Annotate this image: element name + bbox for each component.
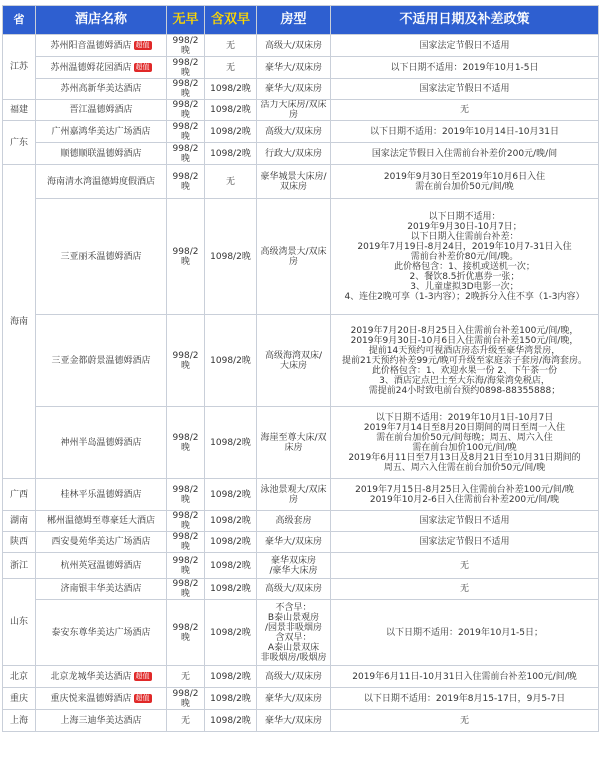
room-type-cell: 泳池景观大/双床房 (257, 479, 331, 511)
no-breakfast-price: 998/2晚 (167, 79, 205, 100)
province-cell: 重庆 (3, 688, 36, 710)
room-type-cell: 高级海湾双床/ 大床房 (257, 315, 331, 407)
table-row (3, 79, 599, 100)
room-type-cell: 高级湾景大/双床房 (257, 199, 331, 315)
policy-cell: 2019年9月30日至2019年10月6日入住 需在前台加价50元/间/晚 (331, 165, 599, 199)
no-breakfast-price: 998/2晚 (167, 35, 205, 57)
table-row (3, 199, 599, 315)
hotel-name-cell: 海南清水湾温德姆度假酒店 (36, 165, 167, 199)
table-row (3, 143, 599, 165)
policy-cell: 2019年7月20日-8月25日入住需前台补差100元/间/晚， 2019年9月30日-10月6日入住需前台补差150元/间/晚， 提前14天预约可视酒店房态升级至豪华湾景房， 提前21天预约补差99元/晚可升级至家庭亲子套房/海湾套房。 此价格包含：1、欢迎水果一份 2、下午茶一份 3、酒店定点巴士至大东海/海棠湾免税店， 需提前24小时致电前台预约0898-88355888； (331, 315, 599, 407)
no-breakfast-price: 998/2晚 (167, 479, 205, 511)
table-row (3, 553, 599, 579)
table-row (3, 315, 599, 407)
room-type-cell: 高级大/双床房 (257, 666, 331, 688)
no-breakfast-price: 998/2晚 (167, 165, 205, 199)
no-breakfast-price: 998/2晚 (167, 57, 205, 79)
hotel-name-cell: 广州嘉鸿华美达广场酒店 (36, 121, 167, 143)
double-breakfast-price: 1098/2晚 (205, 79, 257, 100)
policy-cell: 以下日期不适用：2019年8月15-17日，9月5-7日 (331, 688, 599, 710)
hotel-name-cell: 郴州温德姆至尊豪廷大酒店 (36, 511, 167, 532)
room-type-cell: 豪华双床房 /豪华大床房 (257, 553, 331, 579)
hotel-name-cell: 杭州英冠温德姆酒店 (36, 553, 167, 579)
no-breakfast-price: 无 (167, 666, 205, 688)
double-breakfast-price: 1098/2晚 (205, 710, 257, 732)
province-cell: 上海 (3, 710, 36, 732)
hotel-name-cell: 顺德顺联温德姆酒店 (36, 143, 167, 165)
no-breakfast-price: 998/2晚 (167, 553, 205, 579)
double-breakfast-price: 无 (205, 35, 257, 57)
hotel-name-cell: 神州半岛温德姆酒店 (36, 407, 167, 479)
table-row (3, 511, 599, 532)
header-policy: 不适用日期及补差政策 (331, 6, 599, 35)
table-row (3, 100, 599, 121)
room-type-cell: 高级套房 (257, 511, 331, 532)
hotel-name: 苏州阳音温德姆酒店 (50, 40, 132, 51)
room-type-cell: 行政大/双床房 (257, 143, 331, 165)
hotel-name: 重庆悦来温德姆酒店 (50, 693, 132, 704)
room-type-cell: 不含早： B泰山景观房 /园景非吸烟房 含双早： A泰山景双床 非吸烟房/吸烟房 (257, 600, 331, 666)
hotel-name: 北京龙城华美达酒店 (50, 671, 132, 682)
no-breakfast-price: 998/2晚 (167, 511, 205, 532)
value-badge: 超值 (135, 62, 150, 71)
table-header-row (3, 6, 599, 35)
value-badge: 超值 (135, 693, 150, 702)
header-double-breakfast: 含双早 (205, 6, 257, 35)
double-breakfast-price: 1098/2晚 (205, 315, 257, 407)
policy-cell: 无 (331, 553, 599, 579)
double-breakfast-price: 1098/2晚 (205, 121, 257, 143)
table-row (3, 600, 599, 666)
no-breakfast-price: 998/2晚 (167, 143, 205, 165)
double-breakfast-price: 无 (205, 57, 257, 79)
value-badge: 超值 (135, 671, 150, 680)
header-province: 省 (3, 6, 36, 35)
double-breakfast-price: 无 (205, 165, 257, 199)
policy-cell: 以下日期不适用： 2019年9月30日-10月7日； 以下日期入住需前台补差： 2019年7月19日-8月24日，2019年10月7-31日入住 需前台补差价80元/间/晚。 此价格包含：1、接机或送机一次； 2、餐饮8.5折优惠券一张； 3、儿童虚拟3D电影一次； 4、连住2晚可享（1-3内容）；2晚拆分入住不享（1-3内容） (331, 199, 599, 315)
province-cell: 山东 (3, 579, 36, 666)
policy-cell: 以下日期不适用：2019年10月1-5日 (331, 57, 599, 79)
table-row (3, 407, 599, 479)
header-hotel: 酒店名称 (36, 6, 167, 35)
table-row (3, 710, 599, 732)
policy-cell: 无 (331, 100, 599, 121)
value-badge: 超值 (135, 40, 150, 49)
province-cell: 湖南 (3, 511, 36, 532)
room-type-cell: 豪华大/双床房 (257, 57, 331, 79)
table-row (3, 165, 599, 199)
double-breakfast-price: 1098/2晚 (205, 532, 257, 553)
double-breakfast-price: 1098/2晚 (205, 579, 257, 600)
province-cell: 陕西 (3, 532, 36, 553)
policy-cell: 国家法定节假日不适用 (331, 79, 599, 100)
header-no-breakfast: 无早 (167, 6, 205, 35)
table-row (3, 479, 599, 511)
hotel-price-table (2, 5, 599, 732)
hotel-name-cell: 三亚金都蔚景温德姆酒店 (36, 315, 167, 407)
policy-cell: 无 (331, 579, 599, 600)
room-type-cell: 高级大/双床房 (257, 121, 331, 143)
policy-cell: 国家法定节假日不适用 (331, 511, 599, 532)
double-breakfast-price: 1098/2晚 (205, 688, 257, 710)
hotel-name-cell (36, 688, 167, 710)
double-breakfast-price: 1098/2晚 (205, 199, 257, 315)
hotel-name-cell: 苏州高新华美达酒店 (36, 79, 167, 100)
province-cell: 福建 (3, 100, 36, 121)
hotel-name: 苏州温德姆花园酒店 (50, 62, 132, 73)
no-breakfast-price: 998/2晚 (167, 600, 205, 666)
double-breakfast-price: 1098/2晚 (205, 407, 257, 479)
hotel-name-cell (36, 35, 167, 57)
hotel-name-cell: 泰安东尊华美达广场酒店 (36, 600, 167, 666)
room-type-cell: 海崖至尊大床/双床房 (257, 407, 331, 479)
hotel-name-cell: 济南银丰华美达酒店 (36, 579, 167, 600)
policy-cell: 以下日期不适用：2019年10月1-5日； (331, 600, 599, 666)
no-breakfast-price: 998/2晚 (167, 532, 205, 553)
table-row (3, 121, 599, 143)
table-row (3, 579, 599, 600)
hotel-name-cell: 西安曼苑华美达广场酒店 (36, 532, 167, 553)
policy-cell: 国家法定节假日不适用 (331, 532, 599, 553)
province-cell: 浙江 (3, 553, 36, 579)
table-row (3, 532, 599, 553)
table-row (3, 57, 599, 79)
no-breakfast-price: 998/2晚 (167, 315, 205, 407)
room-type-cell: 活力大床房/双床房 (257, 100, 331, 121)
double-breakfast-price: 1098/2晚 (205, 100, 257, 121)
room-type-cell: 高级大/双床房 (257, 35, 331, 57)
policy-cell: 以下日期不适用：2019年10月14日-10月31日 (331, 121, 599, 143)
no-breakfast-price: 998/2晚 (167, 199, 205, 315)
no-breakfast-price: 998/2晚 (167, 688, 205, 710)
policy-cell: 以下日期不适用：2019年10月1日-10月7日 2019年7月14日至8月20日期间的周日至周一入住 需在前台加价50元/间每晚；周五、周六入住 需在前台加价100元/间/晚 2019年6月11日至7月13日及8月21日至10月31日期间的 周五、周六入住需在前台加价50元/间/晚 (331, 407, 599, 479)
no-breakfast-price: 998/2晚 (167, 121, 205, 143)
double-breakfast-price: 1098/2晚 (205, 600, 257, 666)
table-row (3, 666, 599, 688)
policy-cell: 2019年7月15日-8月25日入住需前台补差100元/间/晚 2019年10月2-6日入住需前台补差200元/间/晚 (331, 479, 599, 511)
province-cell: 广东 (3, 121, 36, 165)
room-type-cell: 豪华大/双床房 (257, 688, 331, 710)
room-type-cell: 豪华城景大床房/ 双床房 (257, 165, 331, 199)
province-cell: 广西 (3, 479, 36, 511)
no-breakfast-price: 998/2晚 (167, 100, 205, 121)
table-row (3, 688, 599, 710)
double-breakfast-price: 1098/2晚 (205, 666, 257, 688)
policy-cell: 国家法定节假日入住需前台补差价200元/晚/间 (331, 143, 599, 165)
double-breakfast-price: 1098/2晚 (205, 479, 257, 511)
hotel-name-cell: 晋江温德姆酒店 (36, 100, 167, 121)
no-breakfast-price: 998/2晚 (167, 407, 205, 479)
policy-cell: 2019年6月11日-10月31日入住需前台补差100元/间/晚 (331, 666, 599, 688)
table-row (3, 35, 599, 57)
double-breakfast-price: 1098/2晚 (205, 511, 257, 532)
double-breakfast-price: 1098/2晚 (205, 143, 257, 165)
hotel-name-cell (36, 666, 167, 688)
room-type-cell: 高级大/双床房 (257, 579, 331, 600)
no-breakfast-price: 无 (167, 710, 205, 732)
double-breakfast-price: 1098/2晚 (205, 553, 257, 579)
room-type-cell: 豪华大/双床房 (257, 532, 331, 553)
header-room-type: 房型 (257, 6, 331, 35)
policy-cell: 国家法定节假日不适用 (331, 35, 599, 57)
no-breakfast-price: 998/2晚 (167, 579, 205, 600)
province-cell: 北京 (3, 666, 36, 688)
room-type-cell: 豪华大/双床房 (257, 79, 331, 100)
province-cell: 江苏 (3, 35, 36, 100)
hotel-name-cell (36, 57, 167, 79)
hotel-name-cell: 桂林平乐温德姆酒店 (36, 479, 167, 511)
hotel-name-cell: 三亚丽禾温德姆酒店 (36, 199, 167, 315)
policy-cell: 无 (331, 710, 599, 732)
hotel-name-cell: 上海三迪华美达酒店 (36, 710, 167, 732)
province-cell: 海南 (3, 165, 36, 479)
room-type-cell: 豪华大/双床房 (257, 710, 331, 732)
